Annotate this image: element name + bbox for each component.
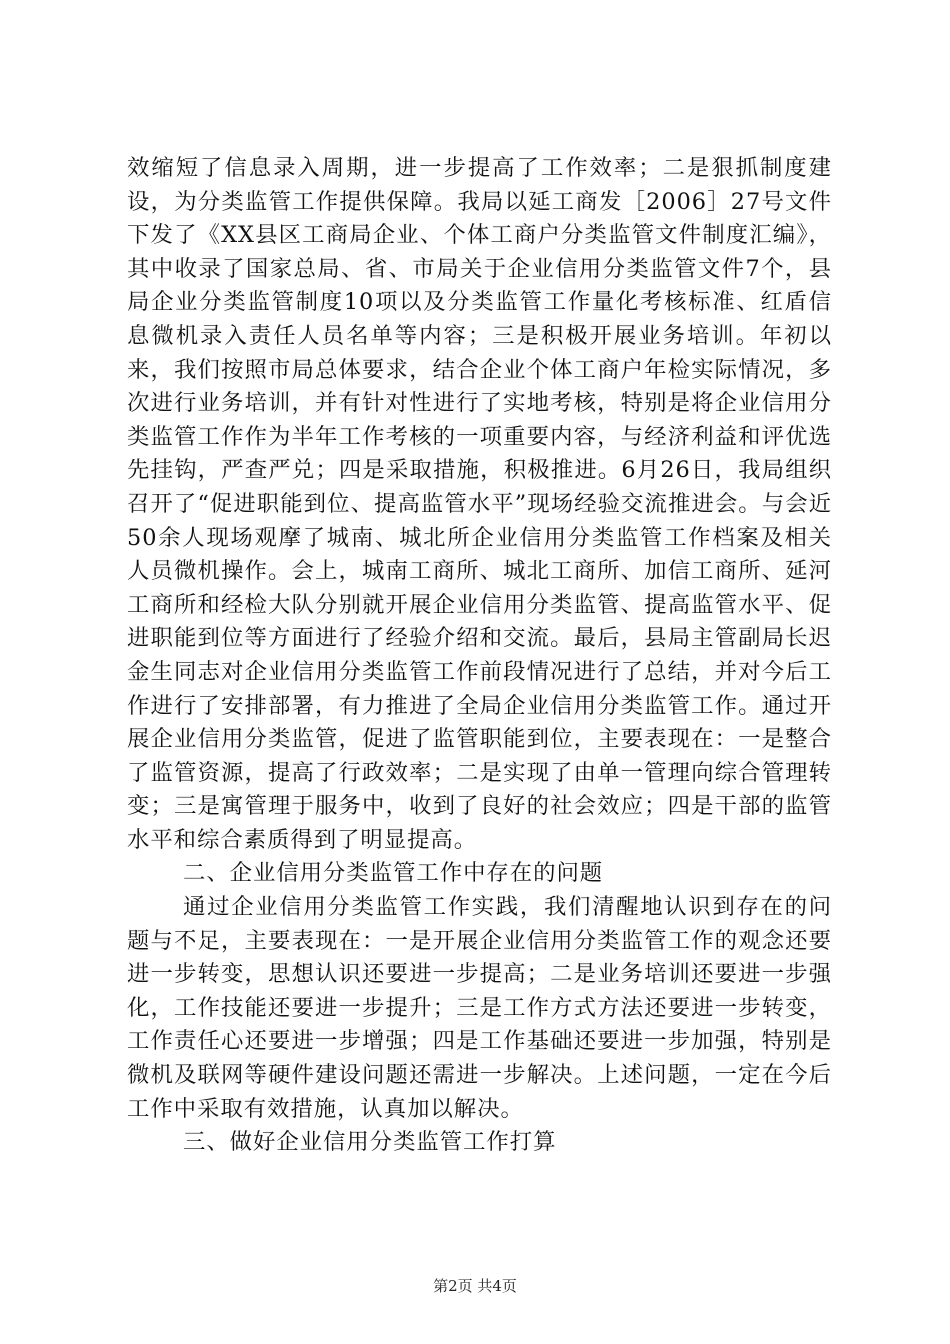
page-number-footer: 第2页 共4页 xyxy=(433,1277,517,1295)
document-body xyxy=(127,152,832,1160)
paragraph-continued: 效缩短了信息录入周期，进一步提高了工作效率；二是狠抓制度建设，为分类监管工作提供保障。我局以延工商发［2006］27号文件下发了《XX县区工商局企业、个体工商户分类监管文件制度汇编》，其中收录了国家总局、省、市局关于企业信用分类监管文件7个，县局企业分类监管制度10项以及分类监管工作量化考核标准、红盾信息微机录入责任人员名单等内容；三是积极开展业务培训。年初以来，我们按照市局总体要求，结合企业个体工商户年检实际情况，多次进行业务培训，并有针对性进行了实地考核，特别是将企业信用分类监管工作作为半年工作考核的一项重要内容，与经济利益和评优选先挂钩，严查严兑；四是采取措施，积极推进。6月26日，我局组织召开了“促进职能到位、提高监管水平”现场经验交流推进会。与会近50余人现场观摩了城南、城北所企业信用分类监管工作档案及相关人员微机操作。会上，城南工商所、城北工商所、加信工商所、延河工商所和经检大队分别就开展企业信用分类监管、提高监管水平、促进职能到位等方面进行了经验介绍和交流。最后，县局主管副局长迟金生同志对企业信用分类监管工作前段情况进行了总结，并对今后工作进行了安排部署，有力推进了全局企业信用分类监管工作。通过开展企业信用分类监管，促进了监管职能到位，主要表现在：一是整合了监管资源，提高了行政效率；二是实现了由单一管理向综合管理转变；三是寓管理于服务中，收到了良好的社会效应；四是干部的监管水平和综合素质得到了明显提高。 xyxy=(127,155,832,853)
section-heading-3: 三、做好企业信用分类监管工作打算 xyxy=(183,1129,557,1156)
section-heading-2: 二、企业信用分类监管工作中存在的问题 xyxy=(183,860,604,887)
paragraph-problems: 通过企业信用分类监管工作实践，我们清醒地认识到存在的问题与不足，主要表现在：一是开展企业信用分类监管工作的观念还要进一步转变，思想认识还要进一步提高；二是业务培训还要进一步强化，工作技能还要进一步提升；三是工作方式方法还要进一步转变，工作责任心还要进一步增强；四是工作基础还要进一步加强，特别是微机及联网等硬件建设问题还需进一步解决。上述问题，一定在今后工作中采取有效措施，认真加以解决。 xyxy=(127,894,832,1122)
